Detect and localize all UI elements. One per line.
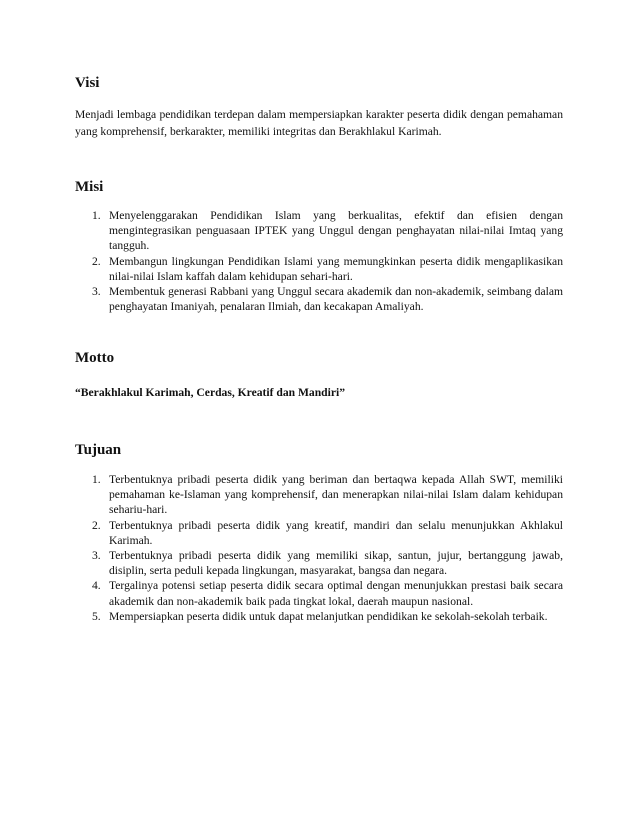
- misi-list: [75, 208, 563, 314]
- list-item-number: 3.: [92, 285, 101, 299]
- list-item-text: Membangun lingkungan Pendidikan Islami yang memungkinkan peserta didik mengaplikasikan nilai-nilai Islam kaffah dalam kehidupan sehari-hari.: [109, 254, 563, 283]
- list-item-number: 2.: [92, 518, 101, 532]
- tujuan-list-item: [75, 548, 563, 578]
- list-item-text: Mempersiapkan peserta didik untuk dapat melanjutkan pendidikan ke sekolah-sekolah terbaik.: [109, 609, 548, 623]
- motto-heading: Motto: [75, 350, 115, 366]
- tujuan-list-item: [75, 472, 563, 518]
- misi-list-item: [75, 208, 563, 254]
- motto-text: “Berakhlakul Karimah, Cerdas, Kreatif dan Mandiri”: [75, 386, 345, 399]
- list-item-text: Menyelenggarakan Pendidikan Islam yang berkualitas, efektif dan efisien dengan mengintegrasikan penguasaan IPTEK yang Unggul dengan penghayatan nilai-nilai Imtaq yang tangguh.: [109, 209, 563, 253]
- list-item-number: 5.: [92, 609, 101, 623]
- list-item-number: 1.: [92, 473, 101, 486]
- visi-heading: Visi: [75, 75, 100, 91]
- list-item-text: Terbentuknya pribadi peserta didik yang memiliki sikap, santun, jujur, bertanggung jawab, disiplin, serta peduli kepada lingkungan, masyarakat, bangsa dan negara.: [109, 549, 563, 578]
- list-item-number: 4.: [92, 579, 101, 593]
- misi-list-item: [75, 284, 563, 314]
- tujuan-list: [75, 472, 563, 624]
- tujuan-list-item: [75, 578, 563, 608]
- list-item-number: 1.: [92, 209, 101, 222]
- visi-text: Menjadi lembaga pendidikan terdepan dalam mempersiapkan karakter peserta didik dengan pemahaman yang komprehensif, berkarakter, memiliki integritas dan Berakhlakul Karimah.: [75, 108, 563, 138]
- list-item-text: Terbentuknya pribadi peserta didik yang kreatif, mandiri dan selalu menunjukkan Akhlakul Karimah.: [109, 518, 563, 547]
- misi-heading: Misi: [75, 179, 104, 195]
- misi-list-item: [75, 254, 563, 284]
- tujuan-heading: Tujuan: [75, 442, 122, 458]
- list-item-text: Tergalinya potensi setiap peserta didik secara optimal dengan menunjukkan prestasi baik secara akademik dan non-akademik baik pada tingkat lokal, daerah maupun nasional.: [109, 579, 563, 608]
- list-item-text: Membentuk generasi Rabbani yang Unggul secara akademik dan non-akademik, seimbang dalam penghayatan Imaniyah, penalaran Ilmiah, dan kecakapan Amaliyah.: [109, 285, 563, 314]
- tujuan-list-item: [75, 609, 563, 624]
- list-item-text: Terbentuknya pribadi peserta didik yang beriman dan bertaqwa kepada Allah SWT, memiliki pemahaman ke-Islaman yang komprehensif, dan menerapkan nilai-nilai Islam dalam kehidupan sehariu-hari.: [109, 473, 563, 517]
- list-item-number: 2.: [92, 254, 101, 268]
- tujuan-list-item: [75, 518, 563, 548]
- list-item-number: 3.: [92, 549, 101, 563]
